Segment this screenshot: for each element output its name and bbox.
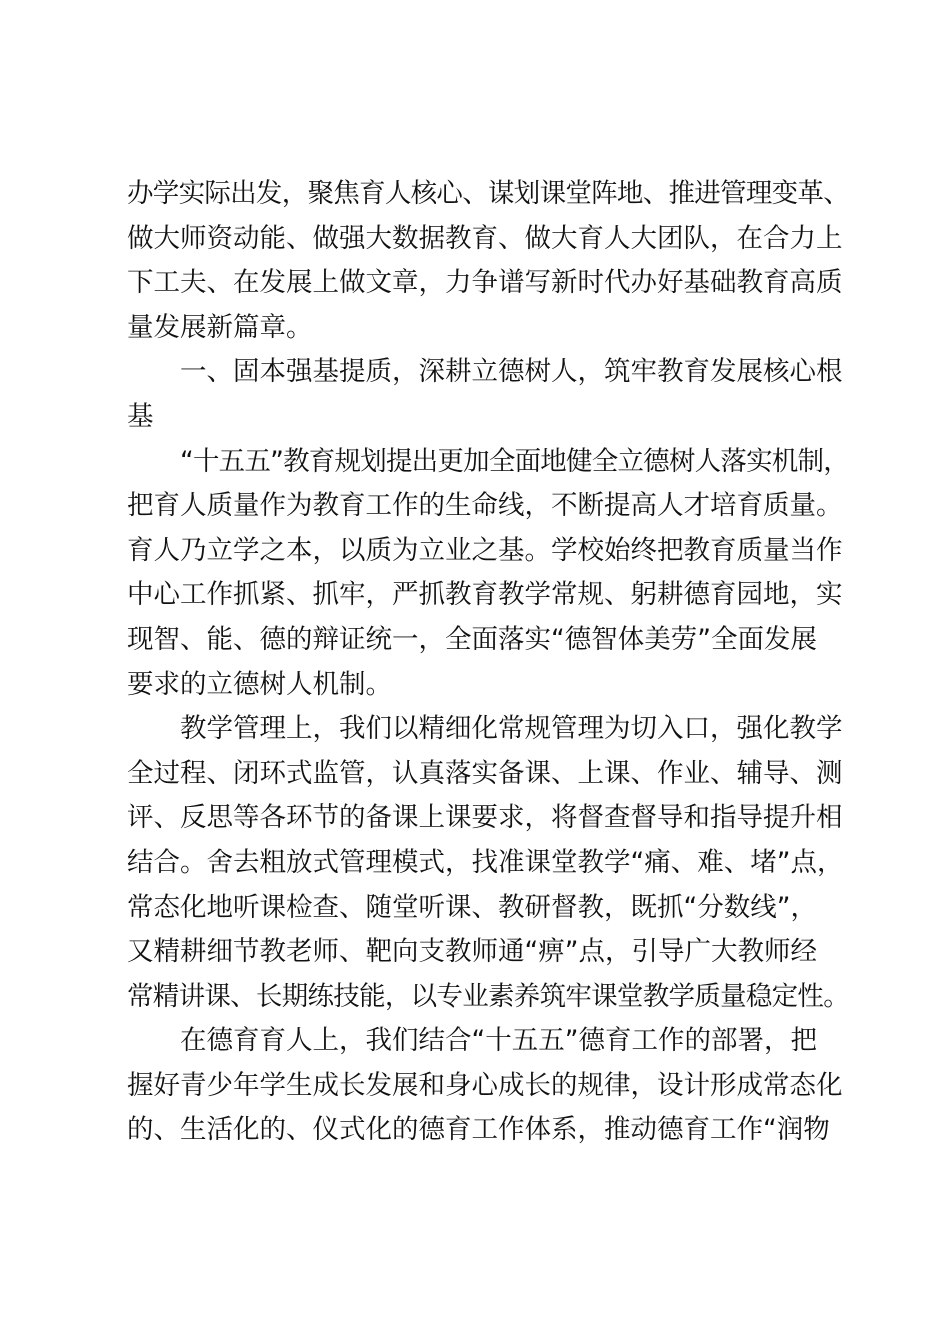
text-line: 又精耕细节教老师、靶向支教师通“痹”点，引导广大教师经	[127, 936, 817, 968]
text-line: 现智、能、德的辩证统一，全面落实“德智体美劳”全面发展	[127, 623, 817, 655]
text-line: 要求的立德树人机制。	[127, 668, 392, 700]
text-line: 评、反思等各环节的备课上课要求，将督查督导和指导提升相	[127, 802, 843, 834]
text-line: 一、固本强基提质，深耕立德树人，筑牢教育发展核心根	[180, 356, 843, 388]
text-line: 做大师资动能、做强大数据教育、做大育人大团队，在合力上	[127, 222, 843, 254]
text-line: 常态化地听课检查、随堂听课、教研督教，既抓“分数线”，	[127, 891, 817, 923]
text-line: 育人乃立学之本，以质为立业之基。学校始终把教育质量当作	[127, 534, 843, 566]
text-line: 量发展新篇章。	[127, 311, 313, 343]
text-line: 常精讲课、长期练技能，以专业素养筑牢课堂教学质量稳定性。	[127, 980, 849, 1012]
text-line: 基	[127, 400, 154, 432]
text-line: 的、生活化的、仪式化的德育工作体系，推动德育工作“润物	[127, 1114, 830, 1146]
text-line: 把育人质量作为教育工作的生命线，不断提高人才培育质量。	[127, 490, 843, 522]
text-line: 全过程、闭环式监管，认真落实备课、上课、作业、辅导、测	[127, 757, 843, 789]
body-text	[127, 172, 847, 1153]
text-line: 教学管理上，我们以精细化常规管理为切入口，强化教学	[180, 713, 843, 745]
text-line: 在德育育人上，我们结合“十五五”德育工作的部署，把	[180, 1025, 817, 1057]
text-line: 握好青少年学生成长发展和身心成长的规律，设计形成常态化	[127, 1069, 843, 1101]
text-line: 办学实际出发，聚焦育人核心、谋划课堂阵地、推进管理变革、	[127, 178, 849, 209]
text-line: 中心工作抓紧、抓牢，严抓教育教学常规、躬耕德育园地，实	[127, 579, 843, 611]
text-line: 结合。舍去粗放式管理模式，找准课堂教学“痛、难、堵”点，	[127, 846, 844, 878]
text-line: “十五五”教育规划提出更加全面地健全立德树人落实机制，	[180, 445, 849, 477]
text-line: 下工夫、在发展上做文章，力争谱写新时代办好基础教育高质	[127, 267, 843, 299]
